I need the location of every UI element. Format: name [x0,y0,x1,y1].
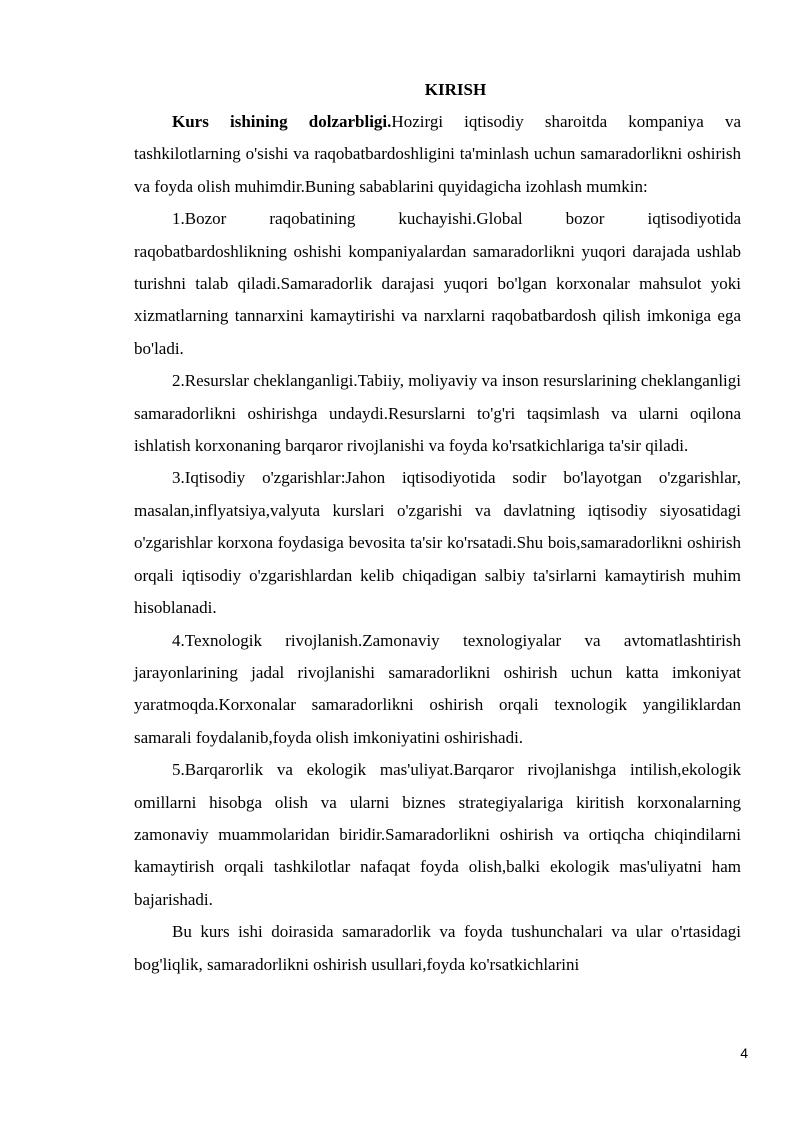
section-title: KIRISH [424,80,487,99]
intro-paragraph [134,106,741,203]
page-number: 4 [740,1045,748,1061]
paragraph-3: 3.Iqtisodiy o'zgarishlar:Jahon iqtisodiyotida sodir bo'layotgan o'zgarishlar, masalan,inflyatsiya,valyuta kurslari o'zgarishi va davlatning iqtisodiy siyosatidagi o'zgarishlar korxona foydasiga bevosita ta'sir ko'rsatadi.Shu bois,samaradorlikni oshirish orqali iqtisodiy o'zgarishlardan kelib chiqadigan salbiy ta'sirlarni kamaytirish muhim hisoblanadi. [134,468,741,618]
intro-text: Hozirgi iqtisodiy sharoitda kompaniya va tashkilotlarning o'sishi va raqobatbardoshligini ta'minlash uchun samaradorlikni oshirish va foyda olish muhimdir.Buning sabablarini quyidagicha izohlash mumkin: [134,112,742,196]
page-content [134,74,741,981]
paragraph-4: 4.Texnologik rivojlanish.Zamonaviy texnologiyalar va avtomatlashtirish jarayonlarining jadal rivojlanishi samaradorlikni oshirish uchun katta imkoniyat yaratmoqda.Korxonalar samaradorlikni oshirish orqali texnologik yangiliklardan samarali foydalanib,foyda olish imkoniyatini oshirishadi. [134,630,741,747]
paragraph-1: 1.Bozor raqobatining kuchayishi.Global bozor iqtisodiyotida raqobatbardoshlikning oshishi kompaniyalardan samaradorlikni yuqori darajada ushlab turishni talab qiladi.Samaradorlik darajasi yuqori bo'lgan korxonalar mahsulot yoki xizmatlarning tannarxini kamaytirishi va narxlarni raqobatbardosh qilish imkoniga ega bo'ladi. [134,209,741,358]
paragraph-6: Bu kurs ishi doirasida samaradorlik va foyda tushunchalari va ular o'rtasidagi bog'liqlik, samaradorlikni oshirish usullari,foyda ko'rsatkichlarini [134,922,741,974]
paragraph-2: 2.Resurslar cheklanganligi.Tabiiy, moliyaviy va inson resurslarining cheklanganligi samaradorlikni oshirishga undaydi.Resurslarni to'g'ri taqsimlash va ularni oqilona ishlatish korxonaning barqaror rivojlanishi va foyda ko'rsatkichlariga ta'sir qiladi. [134,371,741,456]
paragraph-5: 5.Barqarorlik va ekologik mas'uliyat.Barqaror rivojlanishga intilish,ekologik omillarni hisobga olish va ularni biznes strategiyalariga kiritish korxonalarning zamonaviy muammolaridan biridir.Samaradorlikni oshirish va ortiqcha chiqindilarni kamaytirish orqali tashkilotlar nafaqat foyda olish,balki ekologik mas'uliyatni ham bajarishadi. [134,760,741,909]
intro-bold-lead: Kurs ishining dolzarbligi. [172,112,392,131]
